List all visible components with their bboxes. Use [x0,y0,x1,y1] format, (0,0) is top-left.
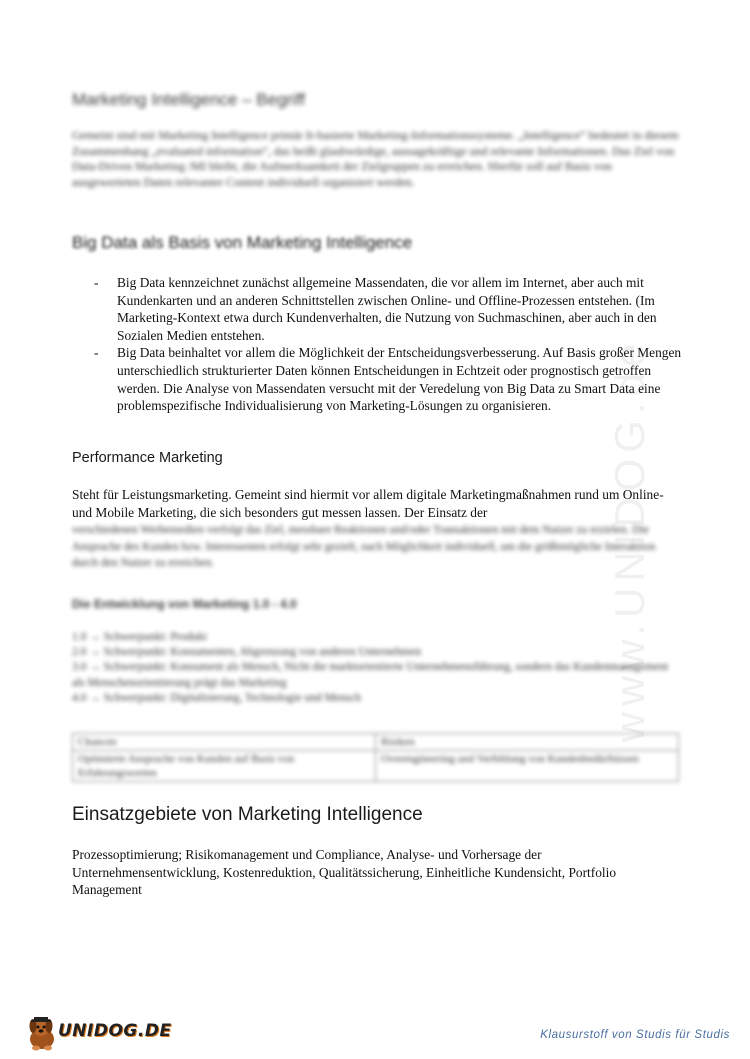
footer-tagline: Klausurstoff von Studis für Studis [540,1029,730,1041]
chances-risks-table [72,733,679,782]
heading-big-data: Big Data als Basis von Marketing Intelligence [72,233,413,252]
watermark: www.UNIDOG.de [606,337,653,743]
paragraph-performance: Steht für Leistungsmarketing. Gemeint sind hiermit vor allem digitale Marketingmaßnahmen rund um Online- und Mobile Marketing, die sich besonders gut messen lassen. Der Einsatz der [72,487,664,520]
table-cell: Optimierte Ansprache von Kunden auf Basis von Erfahrungswerten [73,751,376,782]
logo-text: UNIDOG.DE [58,1021,172,1041]
list-item: - Big Data kennzeichnet zunächst allgemeine Massendaten, die vor allem im Internet, aber auch mit Kundenkarten und an anderen Schnittstellen zwischen Online- und Offline-Prozessen entstehen. (Im Marketing-Kontext etwa durch Kundenverhalten, die Nutzung von Suchmaschinen, aber auch in den Sozialen Medien entstehen. [72,274,684,344]
dog-mascot-icon [22,1013,62,1053]
table-header: Chancen [73,734,376,751]
heading-begriff: Marketing Intelligence – Begriff [72,90,306,109]
list-item: 3.0 → Schwerpunkt: Konsument als Mensch, Nicht die marktorientierte Unternehmensführung, sondern das Kundenmanagement als Menschenorientierung prägt das Marketing [72,661,669,689]
paragraph-begriff: Gemeint sind mit Marketing Intelligence primär It-basierte Marketing-Informationssysteme. „Intelligence“ bedeutet in diesem Zusammenhang „evaluated information“, das heißt glaubwürdige, aussagekräftige und relevante Informationen. Das Ziel von Data-Driven Marketing /MI bleibt, die Aufmerksamkeit der Zielgruppen zu erreichen. Hierfür soll auf Basis von ausgewerteten Daten relevanter Content individuell organisiert werden. [72,128,679,189]
heading-performance: Performance Marketing [72,450,223,466]
list-item: 4.0 → Schwerpunkt: Digitalisierung, Technologie und Mensch [72,691,361,704]
table-header-row [73,734,679,751]
paragraph-performance-blurred: verschiedenen Werbemedien verfolgt das Ziel, messbare Reaktionen und/oder Transaktionen mit dem Nutzer zu erzielen. Die Ansprache des Kunden bzw. Interessenten erfolgt sehr gezielt, nach Möglichkeit individuell, um die größtmögliche Interaktion durch den Nutzer zu erreichen. [72,524,656,569]
heading-evolution: Die Entwicklung von Marketing 1.0 - 4.0 [72,597,297,611]
table-header: Risiken [376,734,679,751]
list-item: 2.0 → Schwerpunkt: Konsumenten, Abgrenzung von anderen Unternehmen [72,646,422,659]
table-row [73,751,679,782]
evolution-list [72,630,672,706]
list-item: - Big Data beinhaltet vor allem die Möglichkeit der Entscheidungsverbesserung. Auf Basis großer Mengen unterschiedlich strukturierter Daten können Entscheidungen in Echtzeit oder prognostisch getroffen werden. Die Analyse von Massendaten versucht mit der Veredelung von Big Data zu Smart Data eine problemspezifische Individualisierung von Marketing-Lösungen zu organisieren. [72,344,684,414]
paragraph-einsatzgebiete: Prozessoptimierung; Risikomanagement und Compliance, Analyse- und Vorhersage der Unternehmensentwicklung, Kostenreduktion, Qualitätssicherung, Einheitliche Kundensicht, Portfolio Management [72,847,617,897]
list-item: 1.0 → Schwerpunkt: Produkt [72,631,207,643]
big-data-list [72,274,684,415]
heading-einsatzgebiete: Einsatzgebiete von Marketing Intelligence [72,804,423,825]
table-cell: Overengineering und Verfehlung von Kundenbedürfnissen [376,751,679,782]
